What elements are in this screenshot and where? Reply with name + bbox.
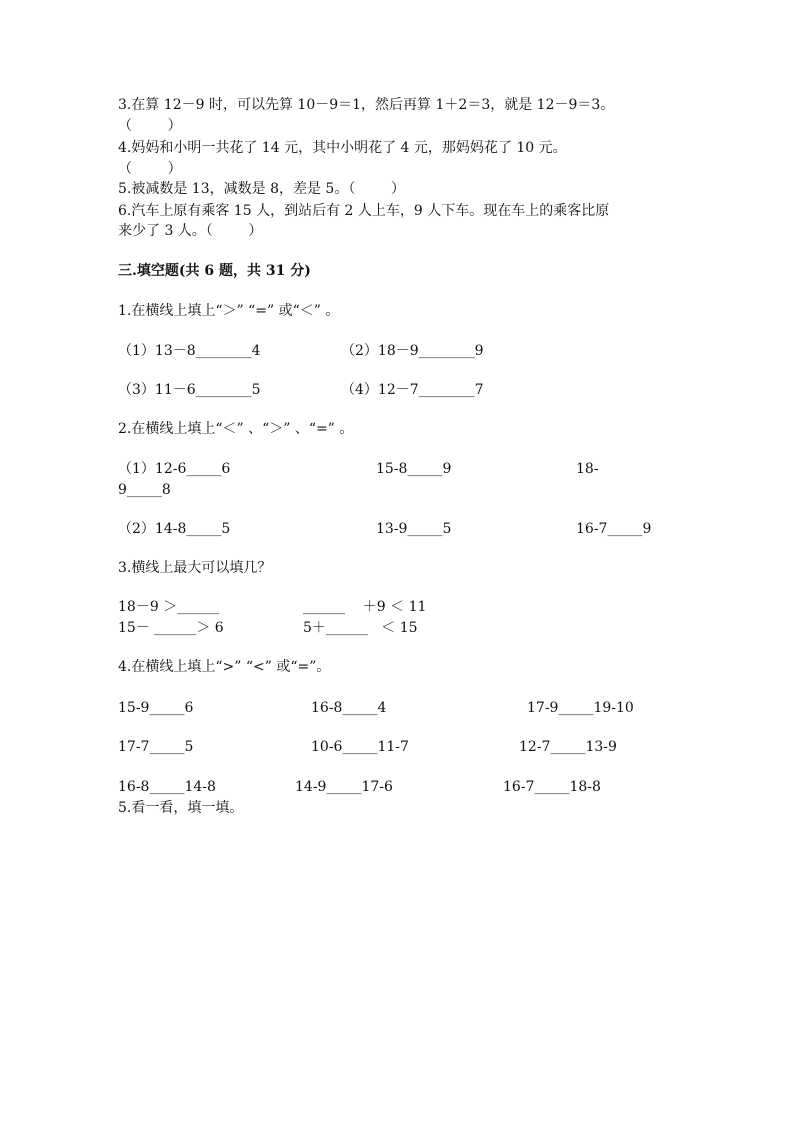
judgment-q6-line1: 6.汽车上原有乘客 15 人，到站后有 2 人上车，9 人下车。现在车上的乘客比原 <box>118 203 610 219</box>
fill-q1-prompt: 1.在横线上填上“＞” “=” 或“＜” 。 <box>118 303 340 319</box>
fill-q2-row2-item-1: （2）14-8_____5 <box>118 521 231 537</box>
fill-q1-item-4: （4）12－7________7 <box>341 382 484 398</box>
fill-q4-item-1: 15-9_____6 <box>118 700 194 716</box>
fill-q2-row1-item-1: （1）12-6_____6 <box>118 461 231 477</box>
fill-q1-item-2: （2）18－9________9 <box>341 343 484 359</box>
fill-q2-row2-item-3: 16-7_____9 <box>576 521 652 537</box>
fill-q4-item-8: 14-9_____17-6 <box>295 779 393 795</box>
judgment-q5: 5.被减数是 13，减数是 8，差是 5。（ ） <box>118 181 405 197</box>
fill-q1-item-3: （3）11－6________5 <box>118 382 261 398</box>
judgment-q3-line1: 3.在算 12－9 时，可以先算 10－9＝1，然后再算 1＋2＝3，就是 12－9＝3。 <box>118 97 615 113</box>
judgment-q4-answer: （ ） <box>118 161 182 177</box>
fill-q2-prompt: 2.在横线上填上“＜” 、“＞” 、“=” 。 <box>118 421 354 437</box>
judgment-q6-line2: 来少了 3 人。（ ） <box>118 223 263 239</box>
fill-q4-item-9: 16-7_____18-8 <box>503 779 601 795</box>
fill-q3-item-4: 5＋______ ＜ 15 <box>303 620 418 636</box>
fill-q4-item-7: 16-8_____14-8 <box>118 779 216 795</box>
fill-q3-item-3: 15－ ______＞ 6 <box>118 620 224 636</box>
fill-q4-item-5: 10-6_____11-7 <box>311 739 409 755</box>
judgment-q3-answer: （ ） <box>118 118 182 134</box>
fill-q2-row1-item-2: 15-8_____9 <box>376 461 452 477</box>
judgment-q4-line1: 4.妈妈和小明一共花了 14 元，其中小明花了 4 元，那妈妈花了 10 元。 <box>118 140 567 156</box>
fill-q4-item-4: 17-7_____5 <box>118 739 194 755</box>
fill-q5-prompt: 5.看一看，填一填。 <box>118 800 244 816</box>
fill-q4-item-6: 12-7_____13-9 <box>519 739 617 755</box>
fill-q3-item-1: 18－9 ＞______ <box>118 599 220 615</box>
fill-q4-item-2: 16-8_____4 <box>311 700 387 716</box>
fill-q1-item-1: （1）13－8________4 <box>118 343 261 359</box>
fill-q4-prompt: 4.在横线上填上“>” “<” 或“=”。 <box>118 659 331 675</box>
fill-q2-row2-item-2: 13-9_____5 <box>376 521 452 537</box>
fill-q3-prompt: 3.横线上最大可以填几？ <box>118 560 272 576</box>
fill-q3-item-2: ______ ＋9 ＜ 11 <box>303 599 427 615</box>
fill-q2-row1-item-3-part1: 18- <box>576 461 599 477</box>
section-title: 三.填空题(共 6 题，共 31 分) <box>118 263 311 279</box>
fill-q4-item-3: 17-9_____19-10 <box>527 700 634 716</box>
fill-q2-row1-item-3-part2: 9_____8 <box>118 482 171 498</box>
